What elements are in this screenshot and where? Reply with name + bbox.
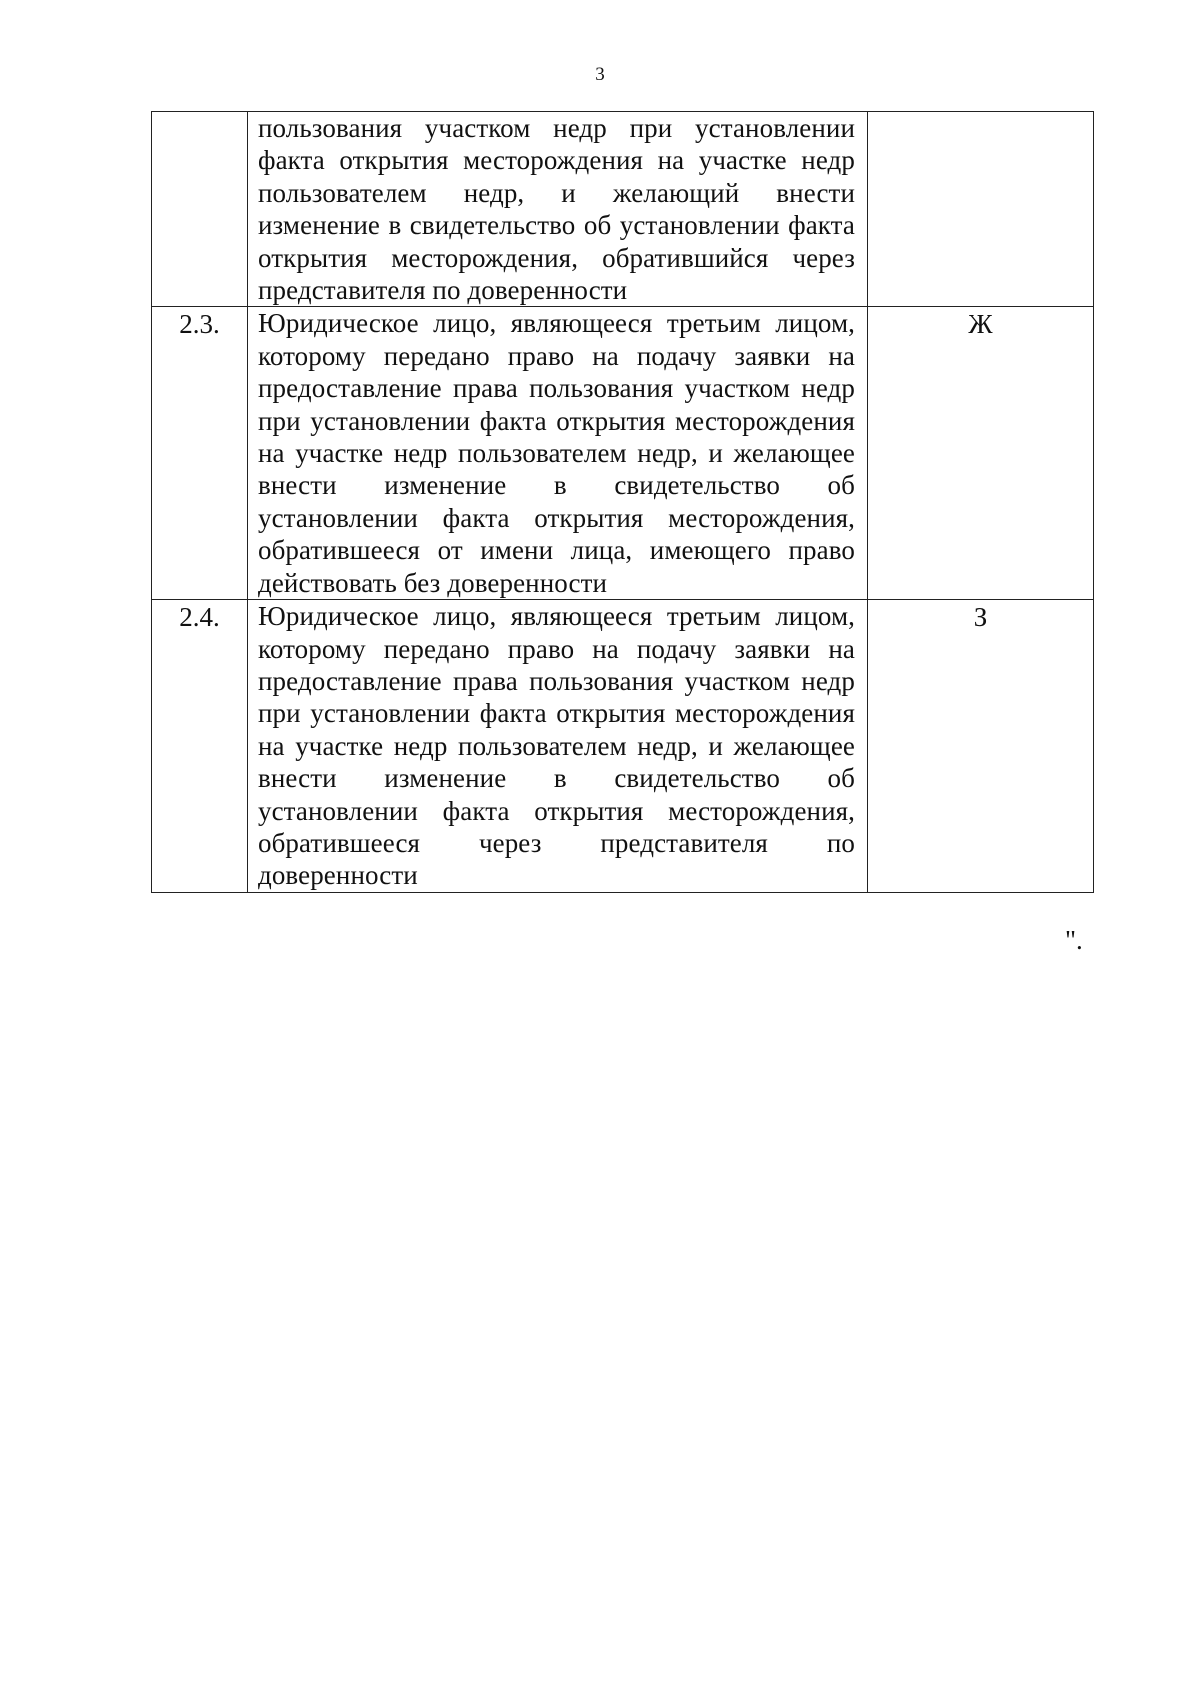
row-description: пользования участком недр при установлении факта открытия месторождения на участке недр пользователем недр, и желающий внести изменение в свидетельство об установлении факта открытия месторождения, обратившийся через представителя по доверенности	[248, 112, 868, 307]
row-number: 2.4.	[152, 600, 248, 893]
document-table	[151, 111, 1094, 893]
row-code: З	[868, 600, 1094, 893]
table-row	[152, 112, 1094, 307]
row-code: Ж	[868, 307, 1094, 600]
table-row	[152, 600, 1094, 893]
row-description: Юридическое лицо, являющееся третьим лицом, которому передано право на подачу заявки на предоставление права пользования участком недр при установлении факта открытия месторождения на участке недр пользователем недр, и желающее внести изменение в свидетельство об установлении факта открытия месторождения, обратившееся через представителя по доверенности	[248, 600, 868, 893]
row-description: Юридическое лицо, являющееся третьим лицом, которому передано право на подачу заявки на предоставление права пользования участком недр при установлении факта открытия месторождения на участке недр пользователем недр, и желающее внести изменение в свидетельство об установлении факта открытия месторождения, обратившееся от имени лица, имеющего право действовать без доверенности	[248, 307, 868, 600]
row-number	[152, 112, 248, 307]
row-code	[868, 112, 1094, 307]
table-row	[152, 307, 1094, 600]
closing-quote-mark: ".	[1065, 925, 1083, 955]
page-number: 3	[595, 64, 605, 85]
row-number: 2.3.	[152, 307, 248, 600]
